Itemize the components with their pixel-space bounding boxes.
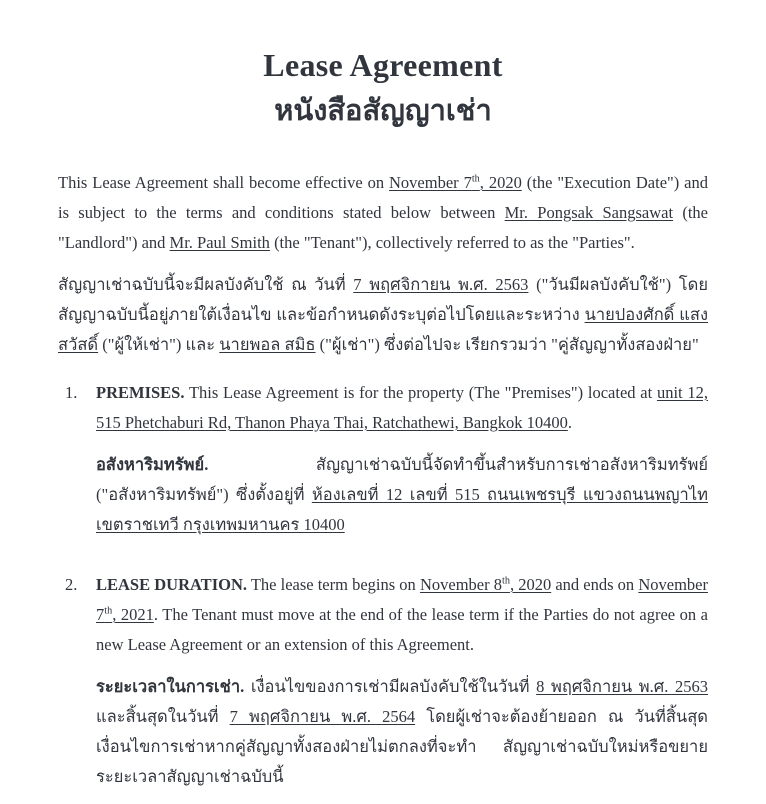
ordinal-suffix: th — [471, 173, 480, 185]
lease-end-date-en: November 7th, 2021 — [96, 575, 708, 624]
section-premises-paragraph-th: อสังหาริมทรัพย์. สัญญาเช่าฉบับนี้จัดทำขึ้นสำหรับการเช่าอสังหาริมทรัพย์ ("อสังหาริมทรัพย์") ซึ่งตั้งอยู่ที่ ห้องเลขที่ 12 เลขที่ 515 ถนนเพชรบุรี แขวงถนนพญาไท เขตราชเทวี กรุงเทพมหานคร 10400 — [96, 455, 708, 534]
ordinal-suffix: th — [104, 605, 113, 617]
section-premises — [58, 378, 708, 552]
intro-en-text: This Lease Agreement shall become effective on — [58, 173, 390, 192]
section-premises-heading-en: PREMISES. — [96, 383, 185, 402]
premises-address-th: ห้องเลขที่ 12 เลขที่ 515 ถนนเพชรบุรี แขวงถนนพญาไท เขตราชเทวี กรุงเทพมหานคร 10400 — [96, 485, 708, 534]
intro-paragraph-th: สัญญาเช่าฉบับนี้จะมีผลบังคับใช้ ณ วันที่ 7 พฤศจิกายน พ.ศ. 2563 ("วันมีผลบังคับใช้") โดยสัญญาฉบับนี้อยู่ภายใต้เงื่อนไข และข้อกำหนดดังระบุต่อไปโดยและระหว่าง นายปองศักดิ์ แสงสวัสดิ์ ("ผู้ให้เช่า") และ นายพอล สมิธ ("ผู้เช่า") ซึ่งต่อไปจะ เรียกรวมว่า "คู่สัญญาทั้งสองฝ่าย" — [58, 275, 708, 354]
section-lease-duration-paragraph-en: LEASE DURATION. The lease term begins on November 8th, 2020 and ends on November 7th, 2021. The Tenant must move at the end of the lease term if the Parties do not agree on a new Lease Agreement or an extension of this Agreement. — [96, 575, 709, 654]
lease-start-date-th: 8 พฤศจิกายน พ.ศ. 2563 — [536, 677, 709, 696]
execution-date-en: November 7th, 2020 — [389, 173, 522, 192]
section-premises-paragraph-en: PREMISES. This Lease Agreement is for the property (The "Premises") located at unit 12, 515 Phetchaburi Rd, Thanon Phaya Thai, Ratchathewi, Bangkok 10400. — [96, 383, 708, 432]
document-title-th: หนังสือสัญญาเช่า — [274, 95, 492, 127]
tenant-name-th: นายพอล สมิธ — [219, 335, 316, 354]
tenant-name-en: Mr. Paul Smith — [169, 233, 270, 252]
landlord-name-en: Mr. Pongsak Sangsawat — [504, 203, 674, 222]
intro-paragraph-en: This Lease Agreement shall become effective on November 7th, 2020 (the "Execution Date") and is subject to the terms and conditions stated below between Mr. Pongsak Sangsawat (the "Landlord") and Mr. Paul Smith (the "Tenant"), collectively referred to as the "Parties". — [58, 173, 709, 252]
intro-th-text: สัญญาเช่าฉบับนี้จะมีผลบังคับใช้ ณ วันที่ — [58, 275, 354, 294]
section-lease-duration-heading-en: LEASE DURATION. — [96, 575, 247, 594]
section-premises-number: 1. — [65, 383, 78, 402]
premises-address-en: unit 12, 515 Phetchaburi Rd, Thanon Phaya Thai, Ratchathewi, Bangkok 10400 — [96, 383, 708, 432]
section-lease-duration — [58, 570, 708, 804]
section-lease-duration-paragraph-th: ระยะเวลาในการเช่า. เงื่อนไขของการเช่ามีผลบังคับใช้ในวันที่ 8 พฤศจิกายน พ.ศ. 2563 และสิ้นสุดในวันที่ 7 พฤศจิกายน พ.ศ. 2564 โดยผู้เช่าจะต้องย้ายออก ณ วันที่สิ้นสุดเงื่อนไขการเช่าหากคู่สัญญาทั้งสองฝ่ายไม่ตกลงที่จะทำ สัญญาเช่าฉบับใหม่หรือขยายระยะเวลาสัญญาเช่าฉบับนี้ — [96, 677, 709, 786]
landlord-name-th: นายปองศักดิ์ แสงสวัสดิ์ — [58, 305, 708, 354]
ordinal-suffix: th — [501, 575, 510, 587]
lease-start-date-en: November 8th, 2020 — [419, 575, 552, 594]
lease-end-date-th: 7 พฤศจิกายน พ.ศ. 2564 — [229, 707, 416, 726]
section-lease-duration-heading-th: ระยะเวลาในการเช่า. — [96, 677, 245, 696]
section-premises-heading-th: อสังหาริมทรัพย์. — [96, 455, 209, 474]
execution-date-th: 7 พฤศจิกายน พ.ศ. 2563 — [353, 275, 529, 294]
document-title-en: Lease Agreement — [263, 47, 503, 83]
section-lease-duration-number: 2. — [65, 575, 78, 594]
